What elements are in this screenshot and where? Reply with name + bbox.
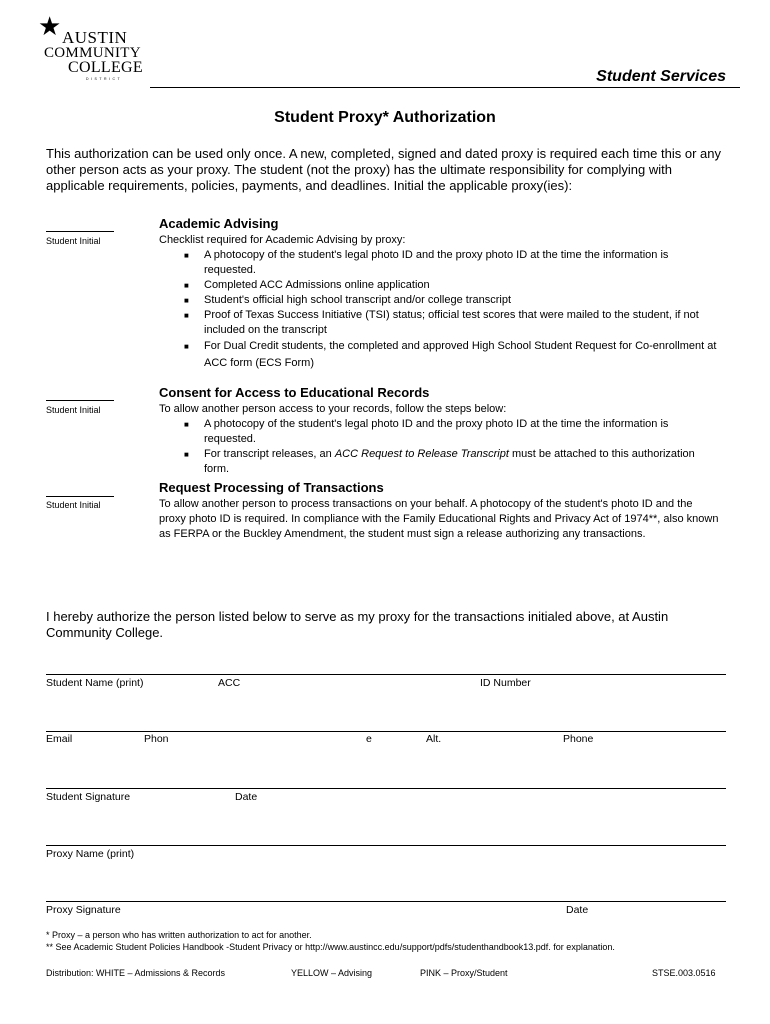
alt-phone-label: Phone [563,733,594,745]
phone-label-tail: e [366,733,372,745]
field-line [46,731,726,732]
initial-label: Student Initial [46,405,101,415]
form-code: STSE.003.0516 [652,968,716,978]
acc-logo [38,14,148,84]
intro-text: This authorization can be used only once. A new, completed, signed and dated proxy is required each time this or any other person acts as your proxy. The student (not the proxy) has the ultimate responsibility for complying with applicable requirements, policies, payments, and deadlines. Initial the applicable proxy(ies): [46,146,721,193]
distribution-white: Distribution: WHITE – Admissions & Records [46,968,226,978]
list-item: ■ A photocopy of the student's legal photo ID and the proxy photo ID at the time the information is requested. [184,249,669,276]
initial-line-transactions[interactable] [46,496,114,497]
distribution-yellow: YELLOW – Advising [291,968,373,978]
logo-line-district: DISTRICT [86,77,123,81]
section-heading: Request Processing of Transactions [159,480,384,495]
alt-label: Alt. [426,733,442,745]
section-intro: Checklist required for Academic Advising by proxy: [159,234,406,246]
email-label: Email [46,733,73,745]
initial-label: Student Initial [46,236,101,246]
star-icon: ★ [38,12,62,42]
student-name-label: Student Name (print) [46,677,144,689]
authorization-statement: I hereby authorize the person listed below to serve as my proxy for the transactions initialed above, at Austin Community College. [46,609,669,640]
list-item: ■ Proof of Texas Success Initiative (TSI) status; official test scores that were mailed to the student, if not included on the transcript [184,309,699,336]
footnote-handbook: ** See Academic Student Policies Handbook -Student Privacy or http://www.austincc.edu/support/pdfs/studenthandbook13.pdf. for explanation. [46,942,615,952]
field-line [46,901,726,902]
field-line [46,674,726,675]
distribution-pink: PINK – Proxy/Student [420,968,508,978]
page-title: Student Proxy* Authorization [274,109,496,126]
section-heading: Academic Advising [159,216,279,231]
list-item: ■ For Dual Credit students, the completed and approved High School Student Request for Co-enrollment at ACC form (ECS Form) [184,340,717,369]
section-body [159,233,719,372]
proxy-name-label: Proxy Name (print) [46,848,135,860]
footnote-proxy: * Proxy – a person who has written authorization to act for another. [46,930,312,940]
list-item: ■ Student's official high school transcript and/or college transcript [184,294,512,306]
date-label: Date [235,791,258,803]
initial-label: Student Initial [46,500,101,510]
field-line [46,788,726,789]
department-name: Student Services [596,68,726,85]
id-number-label: ID Number [480,677,531,689]
list-item: ■ Completed ACC Admissions online application [184,279,430,291]
logo-line-community: COMMUNITY [44,45,141,61]
list-item: ■ For transcript releases, an ACC Request to Release Transcript must be attached to this authorization form. [184,448,695,475]
initial-line-records[interactable] [46,400,114,401]
initial-line-advising[interactable] [46,231,114,232]
section-heading: Consent for Access to Educational Records [159,385,430,400]
bullet-list [159,248,719,372]
phone-label: Phon [144,733,169,745]
list-item: ■ A photocopy of the student's legal photo ID and the proxy photo ID at the time the information is requested. [184,418,669,445]
proxy-signature-label: Proxy Signature [46,904,121,916]
header-rule [150,87,740,88]
date-label: Date [566,904,589,916]
section-intro: To allow another person access to your records, follow the steps below: [159,403,507,415]
bullet-list [159,417,719,477]
acc-label: ACC [218,677,241,689]
logo-line-college: COLLEGE [68,59,143,76]
section-body [159,402,719,477]
section-body: To allow another person to process transactions on your behalf. A photocopy of the student's photo ID and the proxy photo ID is required. In compliance with the Family Educational Rights and Privacy Act of 1974**, also known as FERPA or the Buckley Amendment, the student must sign a release authorizing any transactions. [159,498,719,540]
field-line [46,845,726,846]
logo-line-austin: AUSTIN [62,28,128,47]
student-signature-label: Student Signature [46,791,131,803]
